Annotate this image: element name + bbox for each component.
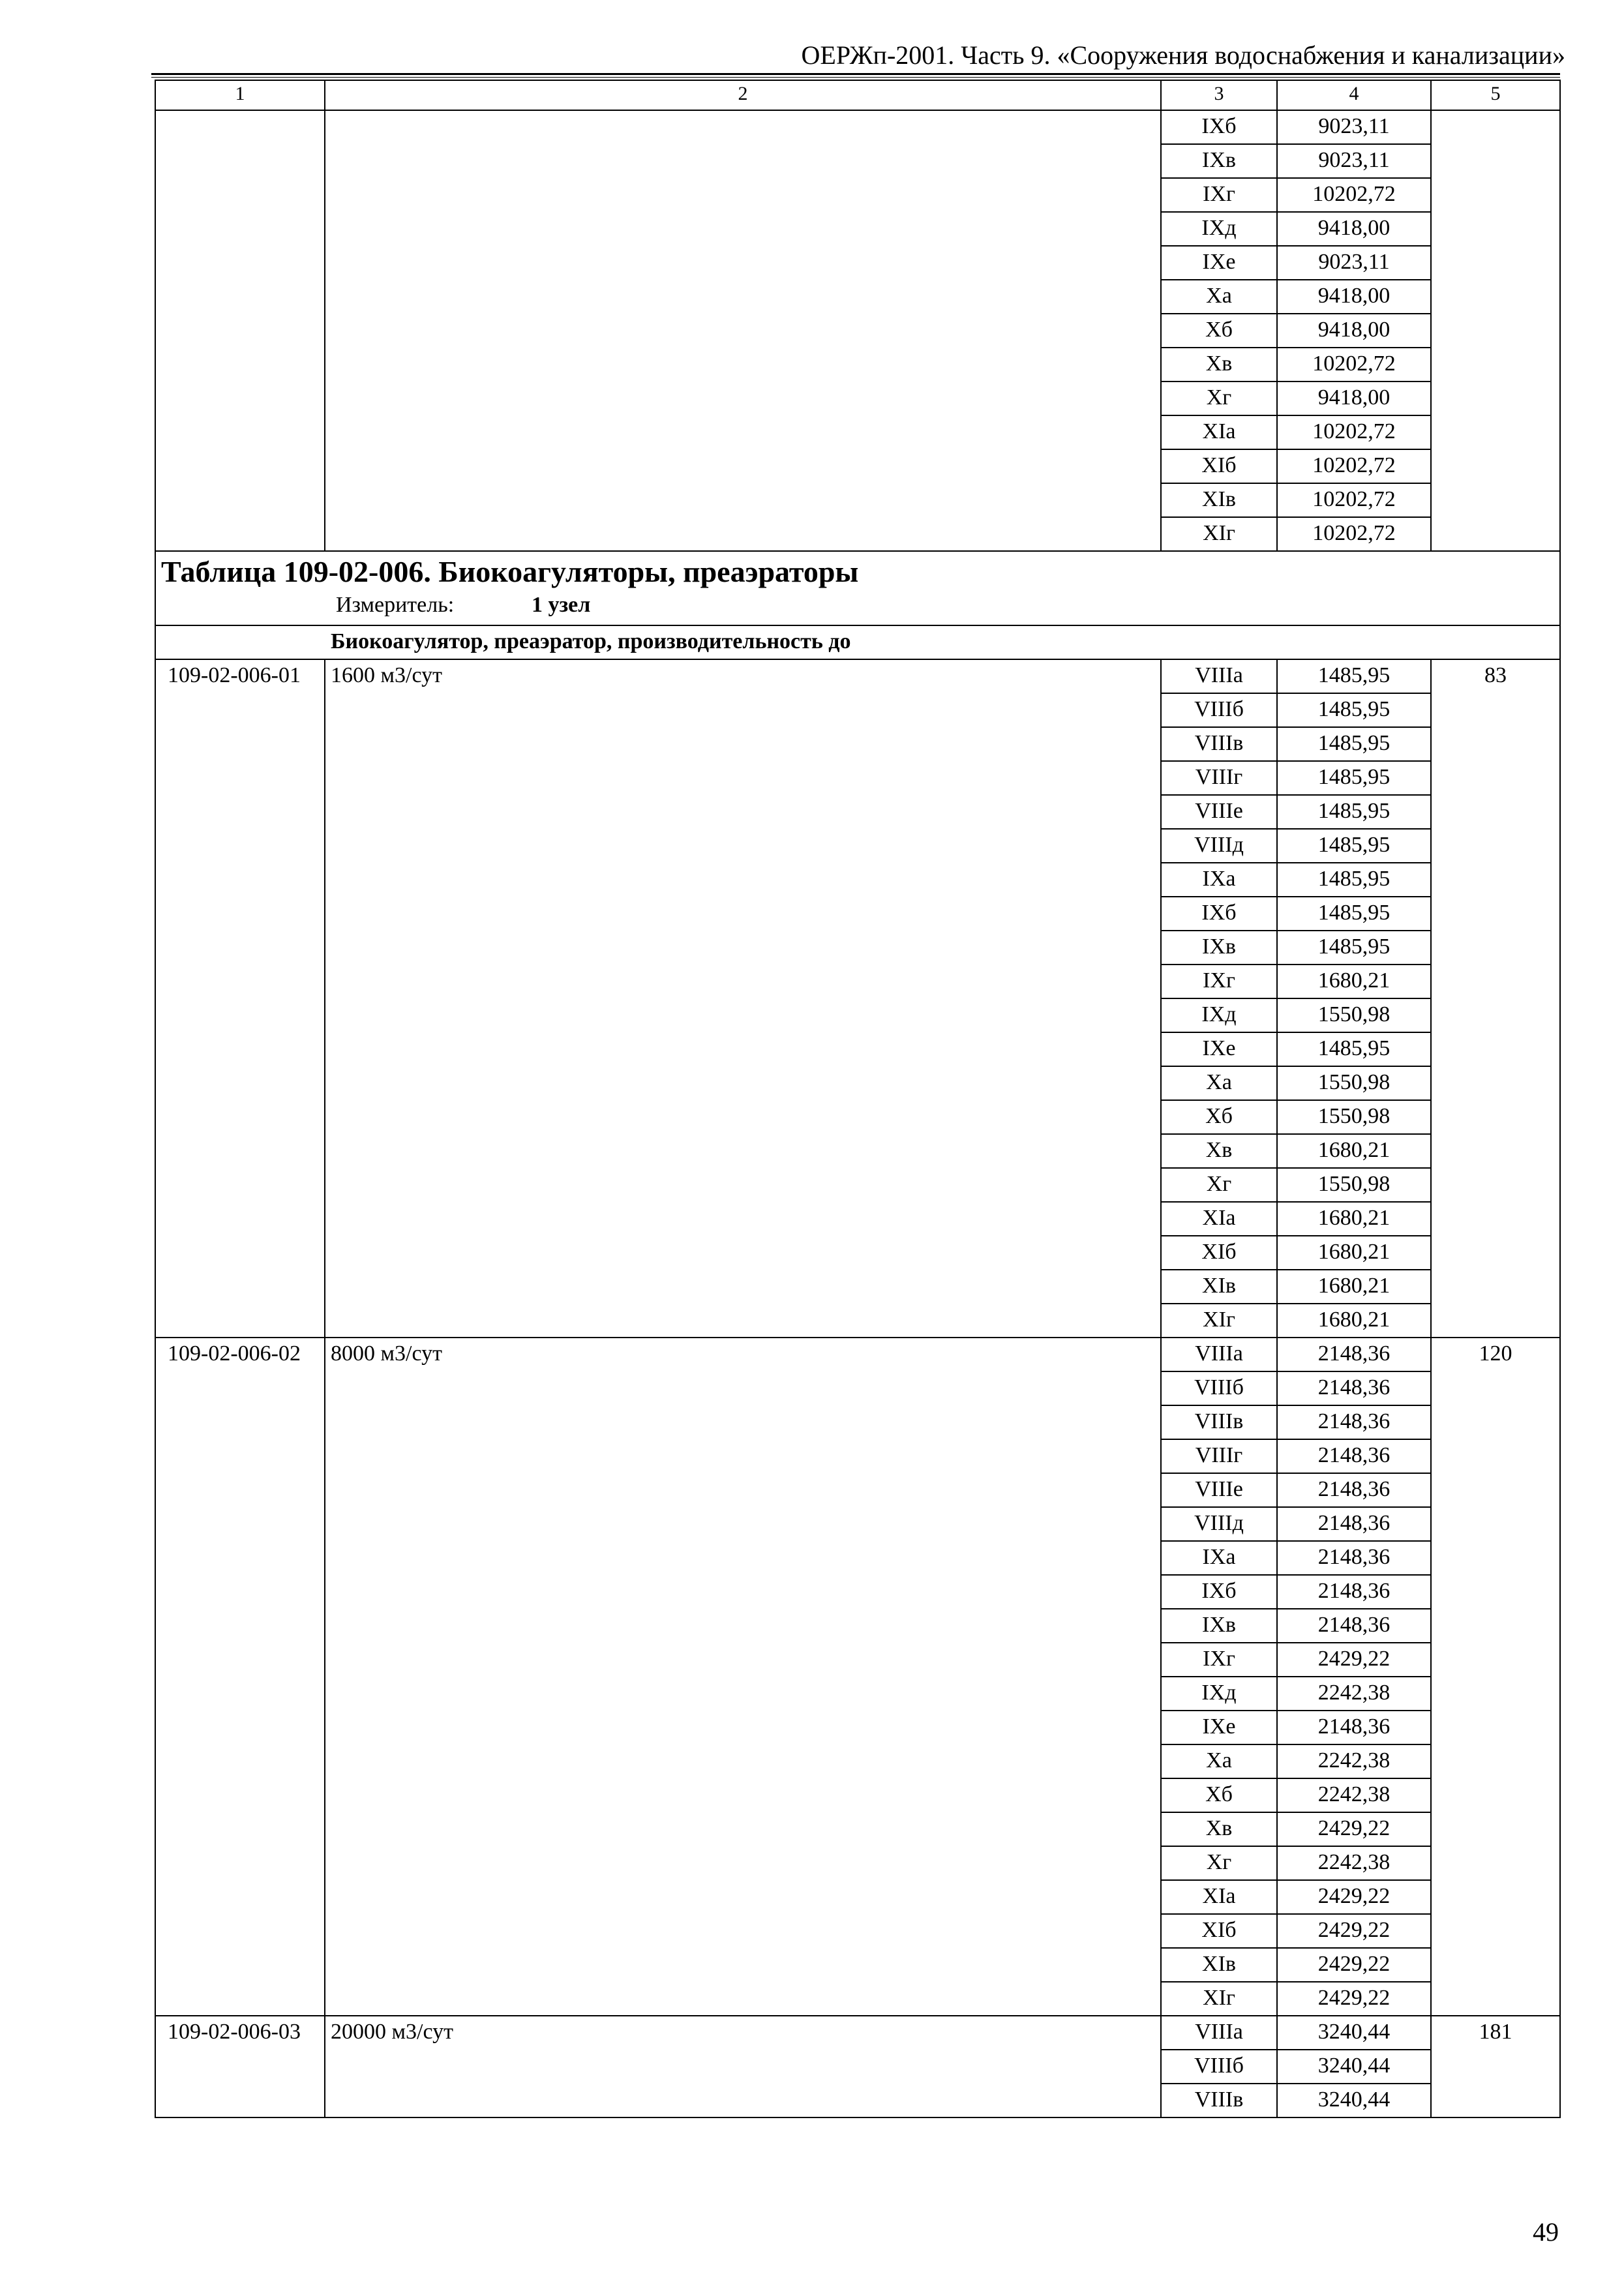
zone-cell: Xв: [1161, 348, 1277, 382]
zone-cell: Xв: [1161, 1812, 1277, 1846]
zone-cell: XIб: [1161, 1236, 1277, 1270]
zone-cell: IXг: [1161, 178, 1277, 212]
price-cell: 2242,38: [1277, 1677, 1431, 1711]
price-cell: 9418,00: [1277, 382, 1431, 415]
zone-cell: VIIIе: [1161, 795, 1277, 829]
zone-cell: IXд: [1161, 1677, 1277, 1711]
price-cell: 2429,22: [1277, 1812, 1431, 1846]
zone-cell: Xв: [1161, 1134, 1277, 1168]
price-cell: 1485,95: [1277, 659, 1431, 693]
zone-cell: Xа: [1161, 1066, 1277, 1100]
zone-cell: Xа: [1161, 280, 1277, 314]
code-cell: 109-02-006-03: [155, 2016, 325, 2117]
price-cell: 1680,21: [1277, 1236, 1431, 1270]
price-cell: 2148,36: [1277, 1711, 1431, 1744]
price-cell: 2429,22: [1277, 1982, 1431, 2016]
price-cell: 3240,44: [1277, 2050, 1431, 2084]
zone-cell: IXв: [1161, 144, 1277, 178]
price-cell: 1550,98: [1277, 998, 1431, 1032]
zone-cell: VIIIе: [1161, 1473, 1277, 1507]
value-cell: 181: [1431, 2016, 1560, 2117]
zone-cell: Xб: [1161, 1778, 1277, 1812]
price-cell: 2148,36: [1277, 1541, 1431, 1575]
table-row: [155, 110, 1560, 144]
zone-cell: Xг: [1161, 382, 1277, 415]
zone-cell: Xа: [1161, 1744, 1277, 1778]
price-cell: 9023,11: [1277, 110, 1431, 144]
zone-cell: IXа: [1161, 1541, 1277, 1575]
price-cell: 3240,44: [1277, 2016, 1431, 2050]
section-title-row: [155, 551, 1560, 625]
zone-cell: IXе: [1161, 246, 1277, 280]
value-cell: [1431, 110, 1560, 551]
value-cell: 83: [1431, 659, 1560, 1338]
zone-cell: XIг: [1161, 517, 1277, 551]
zone-cell: IXб: [1161, 110, 1277, 144]
zone-cell: IXа: [1161, 863, 1277, 897]
header-rule: [151, 73, 1560, 75]
price-cell: 9418,00: [1277, 212, 1431, 246]
zone-cell: VIIIб: [1161, 2050, 1277, 2084]
column-number-row: [155, 80, 1560, 110]
code-cell: [155, 110, 325, 551]
price-cell: 1485,95: [1277, 931, 1431, 965]
price-cell: 2148,36: [1277, 1338, 1431, 1371]
price-cell: 2242,38: [1277, 1744, 1431, 1778]
measure-value: 1 узел: [532, 593, 591, 617]
zone-cell: XIв: [1161, 1270, 1277, 1304]
zone-cell: IXб: [1161, 1575, 1277, 1609]
section-title-cell: [155, 551, 1560, 625]
price-cell: 2429,22: [1277, 1880, 1431, 1914]
price-cell: 1485,95: [1277, 795, 1431, 829]
table-row: [155, 659, 1560, 693]
zone-cell: IXе: [1161, 1711, 1277, 1744]
price-cell: 10202,72: [1277, 483, 1431, 517]
zone-cell: VIIIв: [1161, 727, 1277, 761]
price-cell: 1485,95: [1277, 1032, 1431, 1066]
zone-cell: VIIIд: [1161, 1507, 1277, 1541]
price-cell: 1485,95: [1277, 761, 1431, 795]
zone-cell: IXб: [1161, 897, 1277, 931]
zone-cell: XIа: [1161, 1202, 1277, 1236]
table-title: Таблица 109-02-006. Биокоагуляторы, преаэраторы: [161, 555, 859, 588]
zone-cell: XIб: [1161, 449, 1277, 483]
price-cell: 2148,36: [1277, 1507, 1431, 1541]
zone-cell: XIб: [1161, 1914, 1277, 1948]
price-cell: 9023,11: [1277, 246, 1431, 280]
zone-cell: VIIIв: [1161, 1405, 1277, 1439]
header-rule-thin: [151, 77, 1560, 78]
zone-cell: XIа: [1161, 1880, 1277, 1914]
table-row: [155, 2016, 1560, 2050]
value-cell: 120: [1431, 1338, 1560, 2016]
zone-cell: VIIIв: [1161, 2084, 1277, 2117]
price-cell: 9418,00: [1277, 314, 1431, 348]
table-row: [155, 1338, 1560, 1371]
zone-cell: IXв: [1161, 931, 1277, 965]
price-cell: 10202,72: [1277, 449, 1431, 483]
description-cell: 8000 м3/сут: [325, 1338, 1161, 2016]
price-cell: 1550,98: [1277, 1066, 1431, 1100]
zone-cell: XIв: [1161, 1948, 1277, 1982]
price-cell: 1680,21: [1277, 1202, 1431, 1236]
price-cell: 2429,22: [1277, 1948, 1431, 1982]
price-cell: 2242,38: [1277, 1778, 1431, 1812]
zone-cell: Xг: [1161, 1168, 1277, 1202]
zone-cell: IXд: [1161, 212, 1277, 246]
price-cell: 10202,72: [1277, 415, 1431, 449]
price-cell: 2148,36: [1277, 1473, 1431, 1507]
zone-cell: VIIIа: [1161, 2016, 1277, 2050]
zone-cell: Xб: [1161, 1100, 1277, 1134]
price-cell: 1485,95: [1277, 829, 1431, 863]
zone-cell: VIIIа: [1161, 1338, 1277, 1371]
column-number: 5: [1431, 80, 1560, 110]
column-number: 3: [1161, 80, 1277, 110]
price-cell: 1485,95: [1277, 897, 1431, 931]
measure-line: [161, 592, 1559, 618]
price-cell: 2242,38: [1277, 1846, 1431, 1880]
page-number: 49: [1533, 2217, 1559, 2247]
price-cell: 2148,36: [1277, 1575, 1431, 1609]
price-cell: 10202,72: [1277, 517, 1431, 551]
zone-cell: IXв: [1161, 1609, 1277, 1643]
zone-cell: Xб: [1161, 314, 1277, 348]
price-cell: 9023,11: [1277, 144, 1431, 178]
price-table: [155, 80, 1561, 2118]
price-cell: 10202,72: [1277, 348, 1431, 382]
zone-cell: IXг: [1161, 1643, 1277, 1677]
zone-cell: XIв: [1161, 483, 1277, 517]
price-cell: 1550,98: [1277, 1100, 1431, 1134]
subheading-cell: Биокоагулятор, преаэратор, производительность до: [155, 625, 1560, 659]
description-cell: [325, 110, 1161, 551]
price-cell: 2429,22: [1277, 1643, 1431, 1677]
price-cell: 2148,36: [1277, 1439, 1431, 1473]
subheading-row: [155, 625, 1560, 659]
price-cell: 3240,44: [1277, 2084, 1431, 2117]
code-cell: 109-02-006-01: [155, 659, 325, 1338]
zone-cell: XIг: [1161, 1982, 1277, 2016]
zone-cell: VIIIг: [1161, 761, 1277, 795]
zone-cell: IXг: [1161, 965, 1277, 998]
page-header: ОЕРЖп-2001. Часть 9. «Сооружения водоснабжения и канализации»: [801, 40, 1565, 70]
price-cell: 10202,72: [1277, 178, 1431, 212]
code-cell: 109-02-006-02: [155, 1338, 325, 2016]
description-cell: 20000 м3/сут: [325, 2016, 1161, 2117]
price-cell: 2148,36: [1277, 1371, 1431, 1405]
price-cell: 1550,98: [1277, 1168, 1431, 1202]
price-cell: 2148,36: [1277, 1405, 1431, 1439]
column-number: 4: [1277, 80, 1431, 110]
price-cell: 9418,00: [1277, 280, 1431, 314]
price-cell: 1680,21: [1277, 965, 1431, 998]
column-number: 1: [155, 80, 325, 110]
price-cell: 1680,21: [1277, 1270, 1431, 1304]
price-cell: 1485,95: [1277, 693, 1431, 727]
price-cell: 2148,36: [1277, 1609, 1431, 1643]
zone-cell: XIг: [1161, 1304, 1277, 1338]
measure-label: Измеритель:: [336, 593, 455, 617]
zone-cell: XIа: [1161, 415, 1277, 449]
zone-cell: VIIIб: [1161, 1371, 1277, 1405]
zone-cell: Xг: [1161, 1846, 1277, 1880]
price-cell: 1485,95: [1277, 863, 1431, 897]
description-cell: 1600 м3/сут: [325, 659, 1161, 1338]
price-table-body: [155, 80, 1560, 2117]
zone-cell: VIIIд: [1161, 829, 1277, 863]
price-cell: 1680,21: [1277, 1304, 1431, 1338]
zone-cell: VIIIа: [1161, 659, 1277, 693]
price-cell: 2429,22: [1277, 1914, 1431, 1948]
zone-cell: VIIIг: [1161, 1439, 1277, 1473]
price-cell: 1485,95: [1277, 727, 1431, 761]
zone-cell: IXд: [1161, 998, 1277, 1032]
zone-cell: IXе: [1161, 1032, 1277, 1066]
zone-cell: VIIIб: [1161, 693, 1277, 727]
price-cell: 1680,21: [1277, 1134, 1431, 1168]
column-number: 2: [325, 80, 1161, 110]
